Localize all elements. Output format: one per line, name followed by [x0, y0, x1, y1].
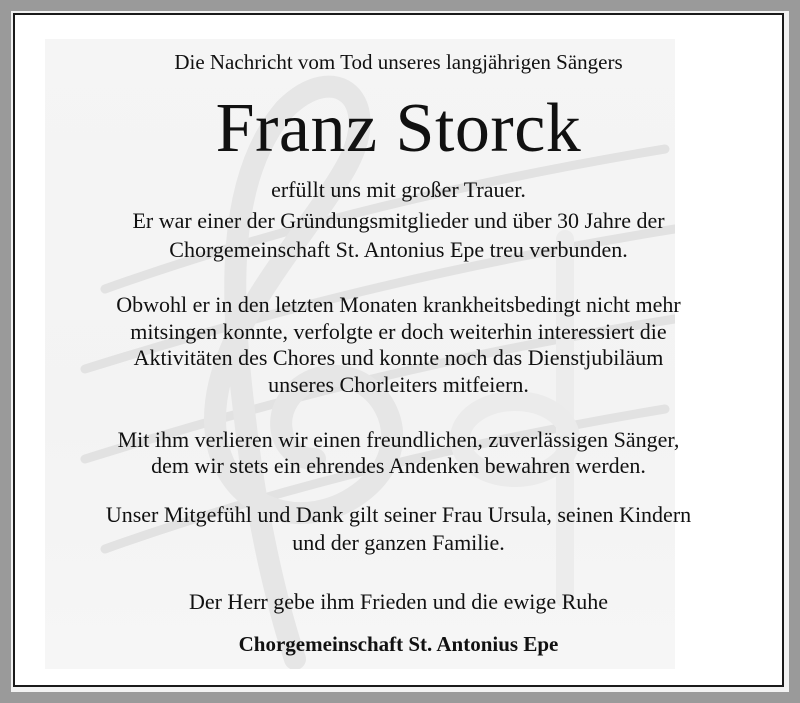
paragraph2-line4: unseres Chorleiters mitfeiern. [268, 372, 529, 397]
deceased-name: Franz Storck [215, 90, 582, 167]
paragraph1-line1: erfüllt uns mit großer Trauer. [271, 177, 526, 202]
paragraph2-line2: mitsingen konnte, verfolgte er doch weiterhin interessiert die [130, 319, 667, 344]
paragraph4-line2: und der ganzen Familie. [292, 530, 505, 555]
paragraph1-line2: Er war einer der Gründungsmitglieder und über 30 Jahre der [132, 208, 665, 233]
blessing-text: Der Herr gebe ihm Frieden und die ewige Ruhe [188, 589, 609, 614]
obituary-notice [13, 13, 784, 687]
intro-text: Die Nachricht vom Tod unseres langjährigen Sängers [174, 50, 623, 74]
paragraph3-line2: dem wir stets ein ehrendes Andenken bewahren werden. [151, 453, 646, 478]
signature-text: Chorgemeinschaft St. Antonius Epe [238, 632, 559, 656]
paragraph2-line3: Aktivitäten des Chores und konnte noch das Dienstjubiläum [133, 345, 664, 370]
paragraph4-line1: Unser Mitgefühl und Dank gilt seiner Frau Ursula, seinen Kindern [105, 502, 692, 527]
paragraph1-line3: Chorgemeinschaft St. Antonius Epe treu verbunden. [169, 237, 628, 262]
paragraph2-line1: Obwohl er in den letzten Monaten krankheitsbedingt nicht mehr [116, 292, 681, 317]
paragraph3-line1: Mit ihm verlieren wir einen freundlichen, zuverlässigen Sänger, [117, 427, 680, 452]
